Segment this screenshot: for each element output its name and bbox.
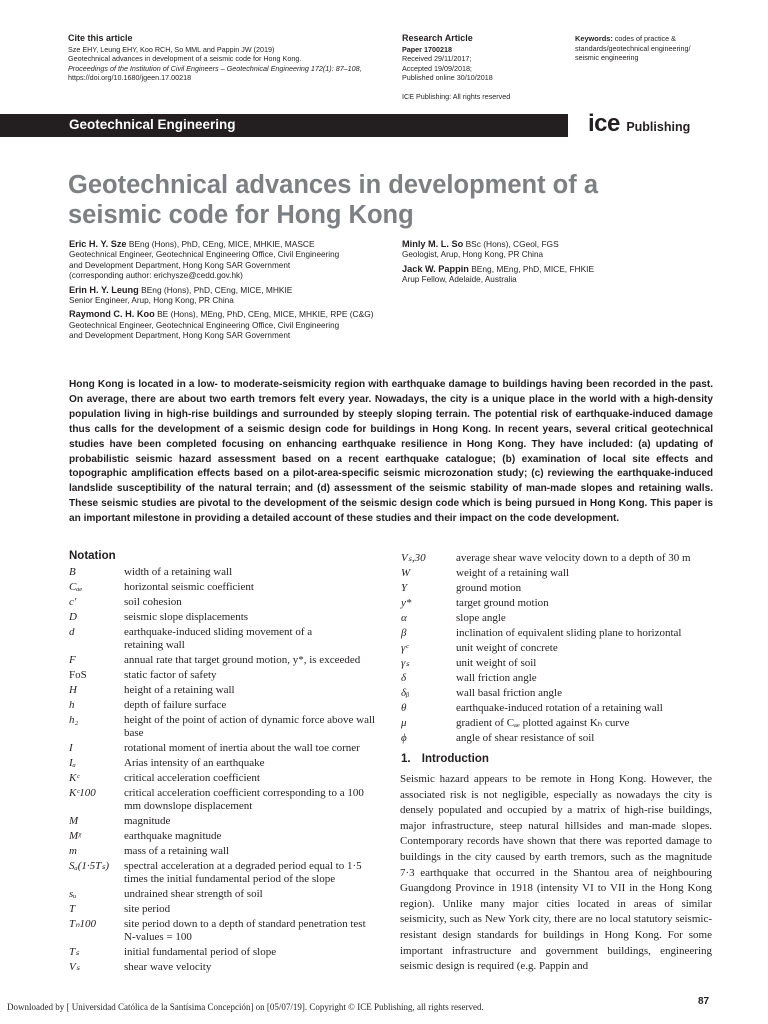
notation-desc: soil cohesion (124, 596, 182, 608)
author-entry (69, 239, 389, 282)
notation-symbol: T (69, 903, 76, 915)
cite-block (68, 34, 378, 83)
notation-symbol: H (69, 684, 77, 696)
accepted-date: Accepted 19/09/2018; (402, 63, 472, 73)
notation-desc: wall friction angle (456, 672, 537, 684)
cite-line: Proceedings of the Institution of Civil Engineers – Geotechnical Engineering 172(1): 87–108, (68, 63, 362, 73)
notation-symbol: sᵤ (69, 888, 77, 900)
research-article-block (402, 34, 562, 102)
download-footer: Downloaded by [ Universidad Católica de la Santísima Concepción] on [05/07/19]. Copyright © ICE Publishing, all rights reserved. (7, 1002, 484, 1012)
notation-desc: height of a retaining wall (124, 684, 235, 696)
author-name: Raymond C. H. Koo (69, 309, 155, 320)
page-number: 87 (698, 996, 710, 1007)
notation-desc: target ground motion (456, 597, 549, 609)
author-name: Jack W. Pappin (402, 263, 469, 274)
notation-desc: initial fundamental period of slope (124, 946, 277, 958)
author-degrees: BEng, MEng, PhD, MICE, FHKIE (468, 263, 595, 274)
notation-desc: seismic slope displacements (124, 611, 249, 623)
notation-desc: weight of a retaining wall (456, 567, 570, 579)
cite-doi-link[interactable]: https://doi.org/10.1680/jgeen.17.00218 (68, 73, 192, 83)
notation-desc: spectral acceleration at a degraded period equal to 1·5 times the initial fundamental period of the slope (124, 860, 362, 886)
notation-symbol: Kᶜ100 (69, 787, 96, 799)
notation-symbol: B (69, 566, 76, 578)
journal-name: Geotechnical Engineering (69, 117, 236, 132)
notation-symbol: y* (401, 597, 412, 609)
author-affiliation: Geotechnical Engineer, Geotechnical Engineering Office, Civil Engineering (69, 250, 340, 260)
notation-desc: site period (124, 903, 171, 915)
author-entry (69, 309, 389, 341)
author-entry (402, 264, 712, 286)
spacer (402, 83, 562, 92)
author-affiliation: and Development Department, Hong Kong SAR Government (69, 331, 291, 341)
author-email[interactable]: (corresponding author: erichysze@cedd.gov.hk) (69, 271, 243, 281)
notation-desc: wall basal friction angle (456, 687, 562, 699)
notation-symbol: FoS (69, 669, 87, 681)
notation-desc: slope angle (456, 612, 506, 624)
notation-symbol: ϕ (401, 732, 407, 744)
notation-symbol: d (69, 626, 75, 638)
keywords-text: codes of practice & standards/geotechnical engineering/ seismic engineering (575, 34, 691, 63)
author-affiliation: Senior Engineer, Arup, Hong Kong, PR China (69, 296, 234, 306)
abstract: Hong Kong is located in a low- to moderate-seismicity region with earthquake damage to buildings having been recorded in the past. On average, there are about two earth tremors felt every year. Nowadays, the city is a unique place in the world with a high-density population living in high-rise buildings and surrounded by steeply sloping terrain. The potential risk of earthquake-induced damage thus calls for the development of a seismic design code for buildings in Hong Kong. In recent years, several critical geotechnical studies have been completed focusing on enhancing earthquake resilience in Hong Kong. They have included: (a) updating of probabilistic seismic hazard assessment based on a recent earthquake catalogue; (b) examination of local site effects and topographic amplification effects based on a pilot-area-specific seismic microzonation study; (c) reviewing the earthquake-induced landslide susceptibility of the natural terrain; and (d) assessment of the seismic stability of man-made slopes and retaining walls. These seismic studies are pivotal to the development of the seismic design code which is being pursued in Hong Kong. This paper is an important milestone in providing a detailed account of these studies and their impact on the code development. (69, 379, 713, 525)
journal-band (0, 114, 568, 137)
notation-symbol: Tₙ100 (69, 918, 97, 930)
cite-line: Geotechnical advances in development of a seismic code for Hong Kong. (68, 54, 302, 64)
author-degrees: BE (Hons), MEng, PhD, CEng, MICE, MHKIE, RPE (C&G) (154, 309, 374, 320)
notation-symbol: θ (401, 702, 407, 714)
rights-notice: ICE Publishing: All rights reserved (402, 91, 511, 101)
notation-symbol: h (69, 699, 75, 711)
author-affiliation: and Development Department, Hong Kong SAR Government (69, 260, 291, 270)
publisher-logo (588, 110, 690, 138)
published-date: Published online 30/10/2018 (402, 73, 493, 83)
author-degrees: BSc (Hons), CGeol, FGS (463, 239, 559, 249)
notation-desc: depth of failure surface (124, 699, 227, 711)
notation-symbol: β (401, 627, 407, 639)
notation-symbol: Kᶜ (69, 772, 80, 784)
ice-logo-mark: ice (588, 110, 620, 137)
author-degrees: BEng (Hons), PhD, CEng, MICE, MHKIE (138, 284, 293, 295)
notation-desc: earthquake-induced sliding movement of a retaining wall (124, 626, 313, 652)
section-number: 1. (401, 753, 411, 765)
notation-desc: ground motion (456, 582, 522, 594)
notation-symbol: m (69, 845, 77, 857)
notation-symbol: μ (401, 717, 407, 729)
keywords-block (575, 34, 710, 63)
notation-symbol: γₛ (401, 657, 410, 669)
notation-desc: unit weight of soil (456, 657, 537, 669)
notation-desc: earthquake magnitude (124, 830, 222, 842)
notation-desc: shear wave velocity (124, 961, 212, 973)
intro-heading (401, 753, 489, 765)
notation-symbol: γᶜ (401, 642, 409, 654)
notation-desc: Arias intensity of an earthquake (124, 757, 265, 769)
authors-left (69, 239, 389, 342)
author-affiliation: Arup Fellow, Adelaide, Australia (402, 275, 517, 285)
notation-symbol: M (69, 815, 79, 827)
notation-desc: inclination of equivalent sliding plane to horizontal (456, 627, 682, 639)
notation-symbol: Cₐₑ (69, 581, 83, 593)
notation-symbol: W (401, 567, 411, 579)
notation-desc: mass of a retaining wall (124, 845, 230, 857)
notation-symbol: Sₐ(1·5Tₛ) (69, 860, 110, 872)
notation-desc: unit weight of concrete (456, 642, 558, 654)
notation-symbol: Tₛ (69, 946, 80, 958)
notation-desc: gradient of Cₐₑ plotted against Kₕ curve (456, 717, 630, 729)
notation-symbol: D (69, 611, 77, 623)
notation-desc: horizontal seismic coefficient (124, 581, 254, 593)
intro-paragraph: Seismic hazard appears to be remote in Hong Kong. However, the associated risk is not negligible, especially as nowadays the city is densely populated and occupied by a matrix of high-rise buildings, major infrastructure, steep natural hillsides and man-made slopes. Contemporary records have shown that there was reported damage to buildings in the city caused by earth tremors, such as the magnitude 7·3 earthquake that occurred in the Shantou area of neighbouring Guangdong Province in 1918 (intensity VI to VII in the Hong Kong region). Unlike many major cities located in areas of similar seismicity, such as New York city, there are no local statutory seismic-resistant design standards for buildings in Hong Kong. For some important infrastructure and government buildings, engineering seismic design is required (e.g. Pappin and (400, 773, 712, 973)
notation-desc: critical acceleration coefficient (124, 772, 260, 784)
notation-symbol: δ (401, 672, 407, 684)
notation-desc: magnitude (124, 815, 171, 827)
notation-list-right (401, 552, 713, 752)
notation-desc: undrained shear strength of soil (124, 888, 263, 900)
author-name: Minly M. L. So (402, 239, 464, 249)
research-heading: Research Article (402, 33, 473, 43)
author-name: Erin H. Y. Leung (69, 284, 139, 295)
notation-desc: earthquake-induced rotation of a retaining wall (456, 702, 663, 714)
notation-symbol: Mᵡ (69, 830, 82, 842)
notation-desc: site period down to a depth of standard penetration test N-values = 100 (124, 918, 366, 944)
author-entry (402, 239, 712, 261)
notation-desc: critical acceleration coefficient corresponding to a 100 mm downslope displacement (124, 787, 364, 813)
received-date: Received 29/11/2017; (402, 54, 472, 64)
notation-desc: rotational moment of inertia about the wall toe corner (124, 742, 360, 754)
notation-list-left (69, 566, 389, 976)
author-degrees: BEng (Hons), PhD, CEng, MICE, MHKIE, MASCE (126, 239, 315, 249)
notation-symbol: Vₛ (69, 961, 80, 973)
notation-symbol: F (69, 654, 76, 666)
notation-symbol: Iₐ (69, 757, 76, 769)
notation-desc: angle of shear resistance of soil (456, 732, 595, 744)
page-title: Geotechnical advances in development of a seismic code for Hong Kong (68, 171, 598, 229)
cite-line: Sze EHY, Leung EHY, Koo RCH, So MML and Pappin JW (2019) (68, 44, 275, 54)
notation-desc: average shear wave velocity down to a depth of 30 m (456, 552, 691, 564)
author-entry (69, 285, 389, 307)
cite-heading: Cite this article (68, 33, 133, 43)
keywords-label: Keywords: (575, 34, 613, 43)
authors-right (402, 239, 712, 286)
notation-desc: height of the point of action of dynamic force above wall base (124, 714, 376, 740)
publisher-name: Publishing (626, 120, 691, 134)
notation-heading: Notation (69, 550, 116, 562)
notation-symbol: Vₛ,30 (401, 552, 426, 564)
notation-symbol: δᵦ (401, 687, 410, 699)
notation-symbol: c′ (69, 596, 77, 608)
paper-number: Paper 1700218 (402, 44, 452, 54)
notation-symbol: h₂ (69, 714, 79, 726)
notation-symbol: Y (401, 582, 408, 594)
notation-symbol: α (401, 612, 407, 624)
notation-desc: static factor of safety (124, 669, 217, 681)
notation-desc: annual rate that target ground motion, y*, is exceeded (124, 654, 361, 666)
notation-desc: width of a retaining wall (124, 566, 233, 578)
author-name: Eric H. Y. Sze (69, 239, 127, 249)
section-title: Introduction (421, 753, 489, 765)
author-affiliation: Geologist, Arup, Hong Kong, PR China (402, 250, 544, 260)
author-affiliation: Geotechnical Engineer, Geotechnical Engineering Office, Civil Engineering (69, 320, 340, 330)
notation-symbol: I (69, 742, 73, 754)
